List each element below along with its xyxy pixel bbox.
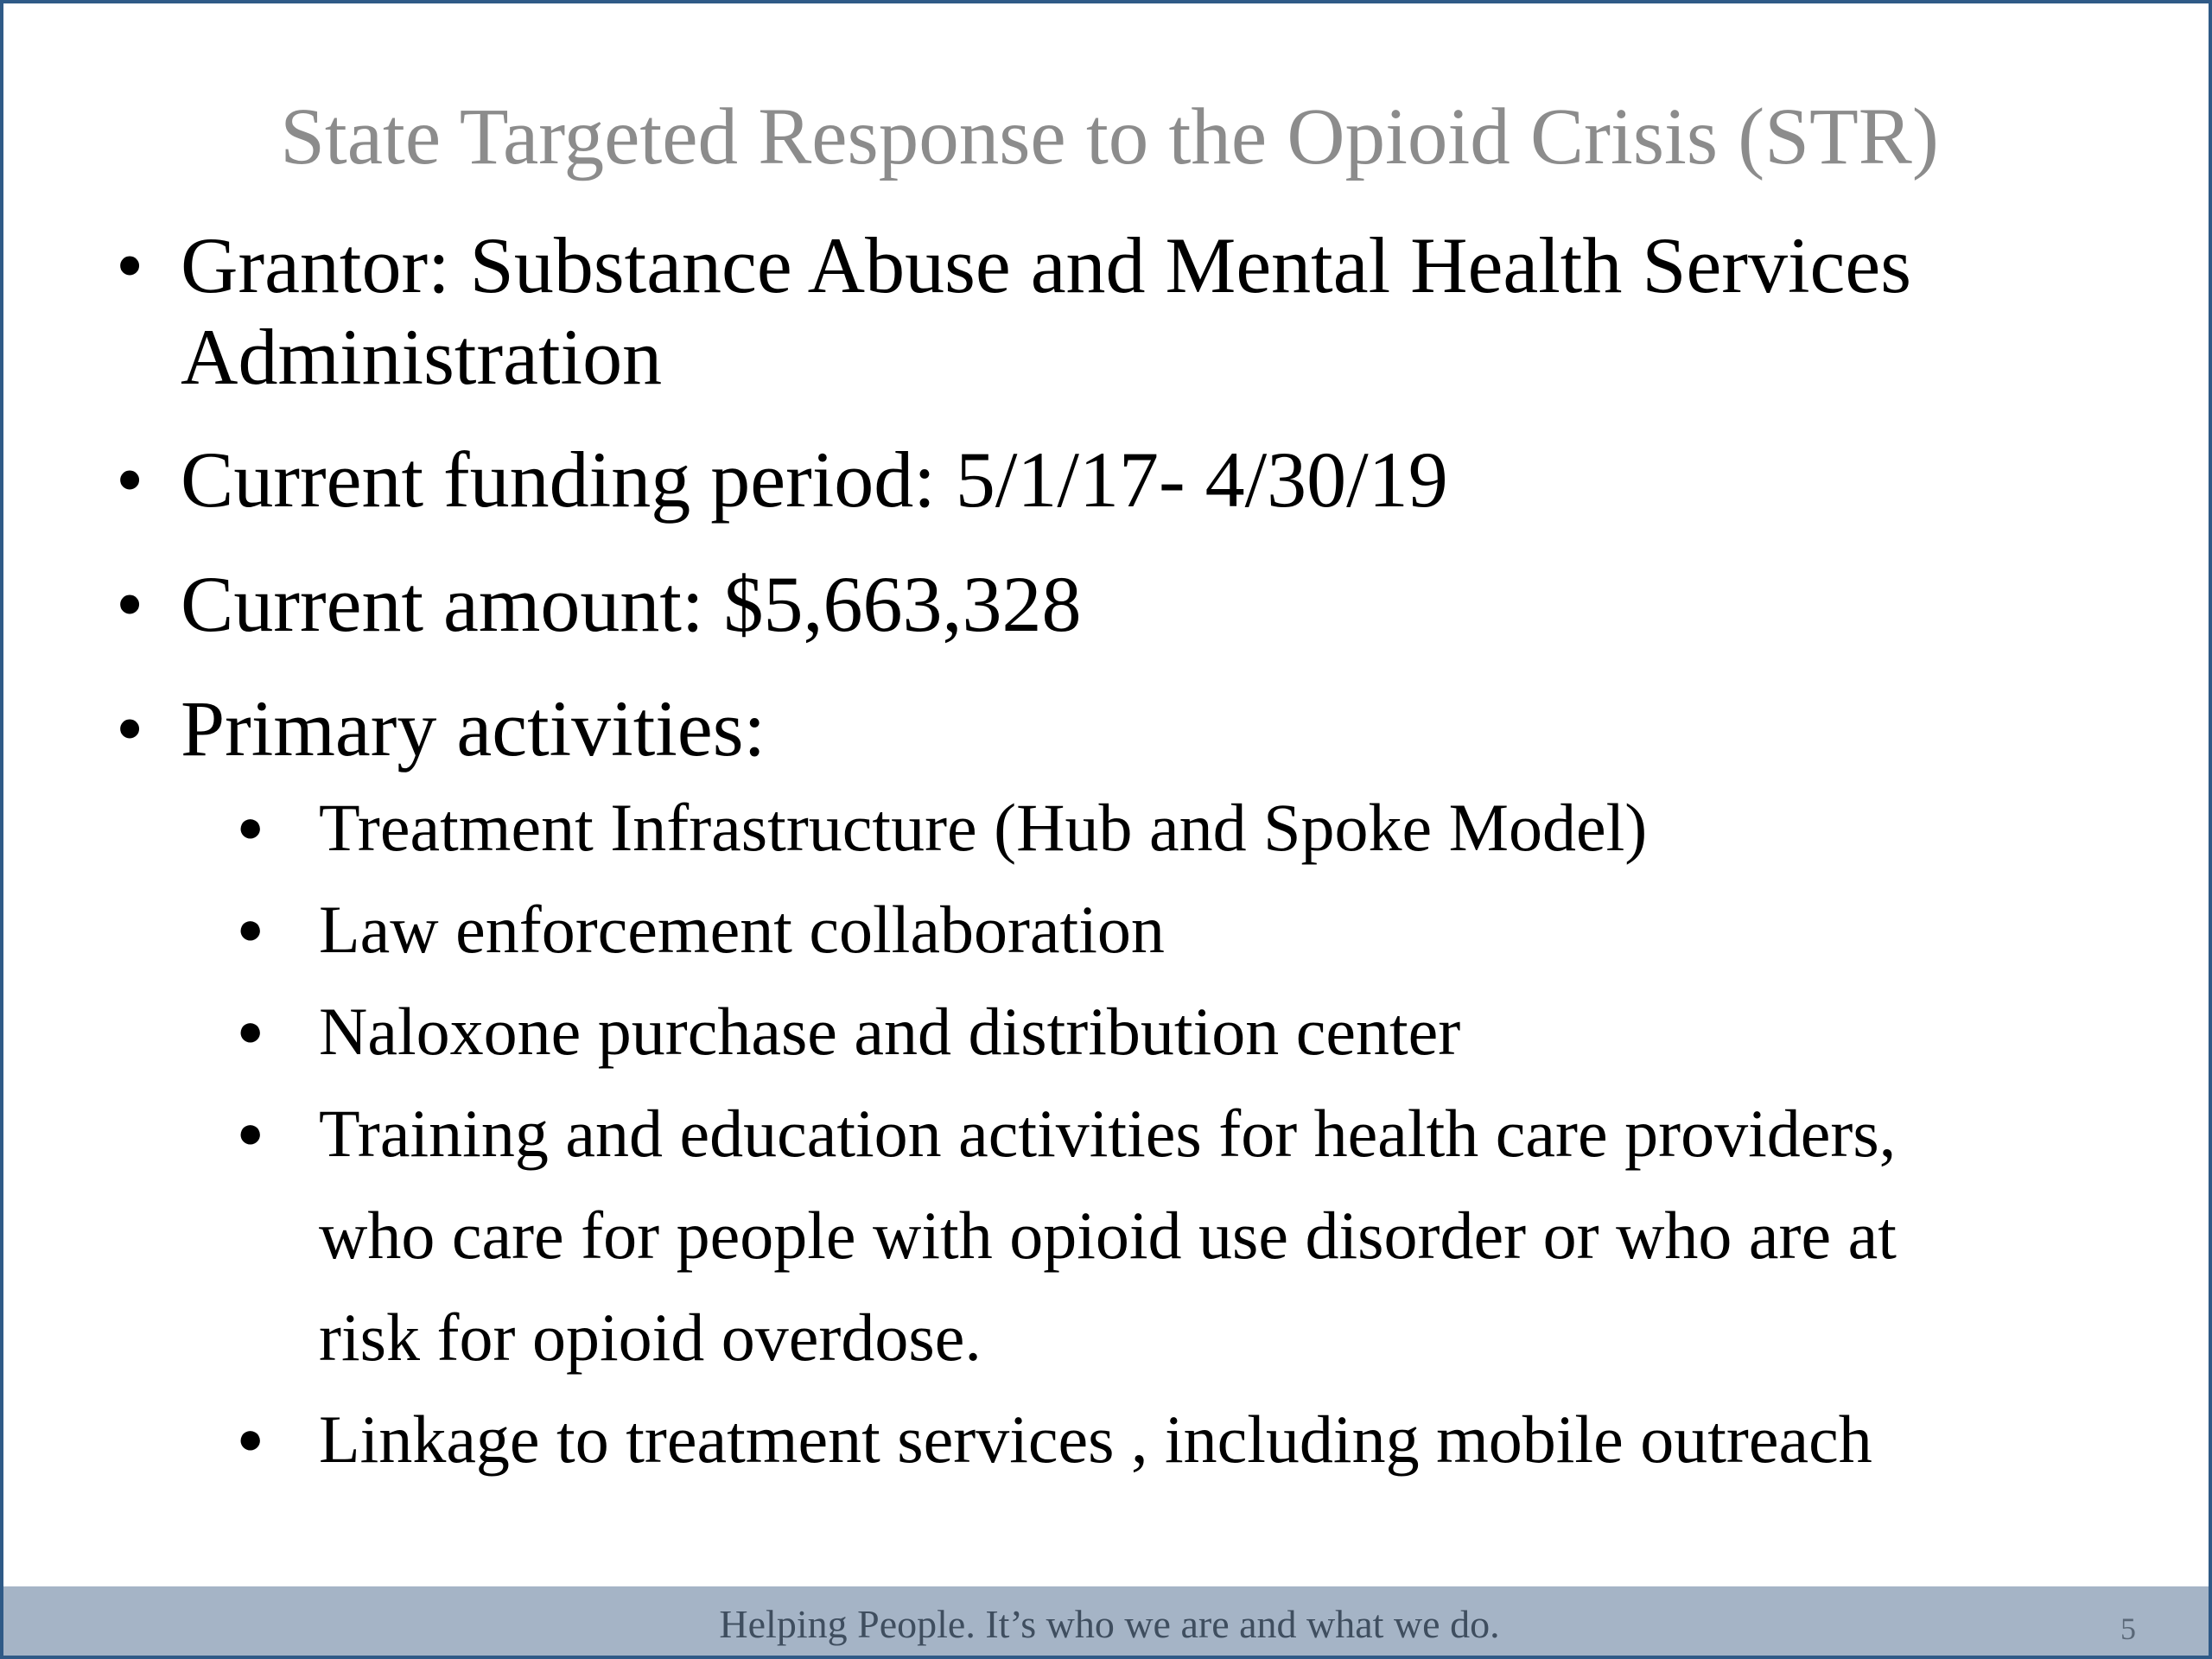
- sub-bullet-icon: ●: [237, 905, 264, 954]
- activity-text: Training and education activities for health care providers,: [319, 1096, 1897, 1171]
- bullet-icon: •: [116, 435, 144, 524]
- activity-text: Linkage to treatment services , including mobile outreach: [319, 1402, 1872, 1477]
- footer-tagline: Helping People. It’s who we are and what we do.: [719, 1602, 1500, 1646]
- bullet-icon: •: [116, 221, 144, 309]
- bullet-text: Current funding period: 5/1/17- 4/30/19: [181, 435, 1448, 524]
- sub-bullet-icon: ●: [237, 1007, 264, 1056]
- slide-title: State Targeted Response to the Opioid Crisis (STR): [280, 92, 1939, 181]
- footer-bar: [3, 1586, 2212, 1659]
- bullet-text: Primary activities:: [181, 684, 766, 772]
- activity-text: who care for people with opioid use disorder or who are at: [319, 1198, 1897, 1273]
- bullet-text: Current amount: $5,663,328: [181, 560, 1082, 648]
- activity-text: Law enforcement collaboration: [319, 892, 1165, 967]
- bullet-text: Administration: [181, 313, 663, 401]
- activity-text: Treatment Infrastructure (Hub and Spoke Model): [319, 790, 1648, 865]
- bullet-icon: •: [116, 560, 144, 648]
- sub-bullet-icon: ●: [237, 1414, 264, 1464]
- bullet-text: Grantor: Substance Abuse and Mental Health Services: [181, 221, 1912, 309]
- sub-bullet-icon: ●: [237, 803, 264, 852]
- activity-text: risk for opioid overdose.: [319, 1300, 982, 1375]
- page-number: 5: [2120, 1611, 2136, 1646]
- bullet-icon: •: [116, 684, 144, 772]
- activity-text: Naloxone purchase and distribution center: [319, 994, 1461, 1069]
- bullet-list: [3, 3, 2212, 1659]
- sub-bullet-icon: ●: [237, 1109, 264, 1158]
